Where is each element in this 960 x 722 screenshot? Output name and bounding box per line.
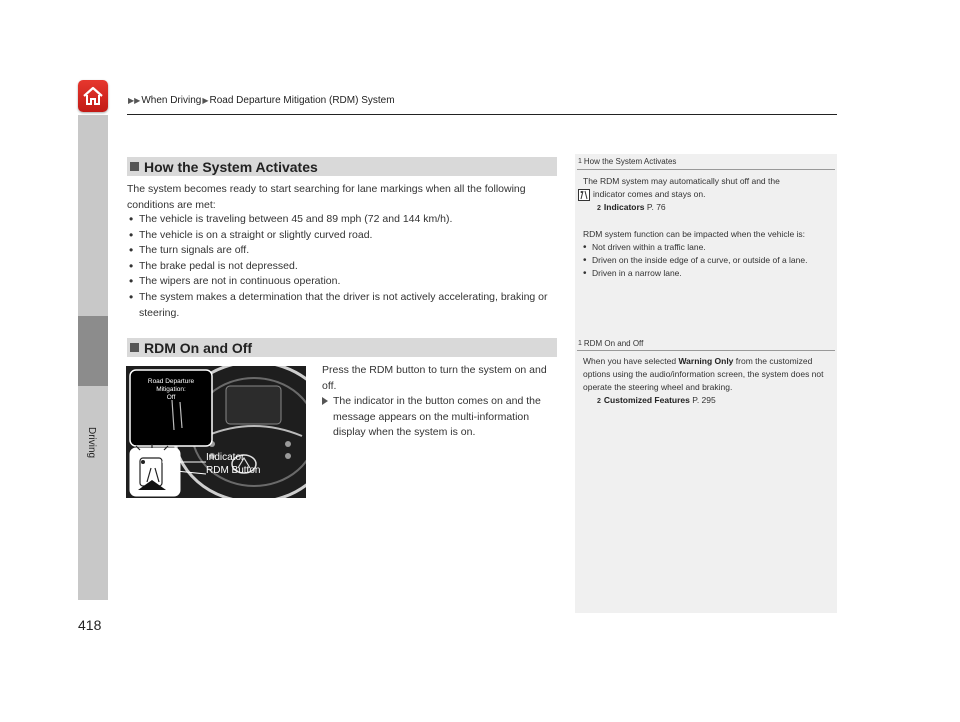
breadcrumb-arrow-icon: ▶ — [202, 96, 209, 105]
side-tab-active[interactable] — [78, 316, 108, 386]
note2-text-post: from the customized options using the audio/information screen, the system does not operate the steering wheel and braking. — [583, 356, 824, 392]
ref-label[interactable]: Indicators — [603, 202, 645, 212]
header-rule — [127, 114, 837, 115]
side-tab-label: Driving — [86, 427, 97, 459]
ref-page[interactable]: P. 76 — [646, 202, 666, 212]
list-item: • The vehicle is on a straight or slightly curved road. — [127, 228, 557, 244]
section-title: RDM On and Off — [144, 339, 253, 356]
ref-label[interactable]: Customized Features — [603, 395, 690, 405]
note2-ref[interactable] — [583, 394, 831, 408]
rdm-instructions — [322, 363, 557, 441]
note-rule — [577, 169, 835, 170]
conditions-list — [127, 212, 557, 321]
list-item: • The brake pedal is not depressed. — [127, 259, 557, 275]
triangle-bullet-icon — [322, 397, 328, 405]
list-item: • Driven on the inside edge of a curve, or outside of a lane. — [583, 254, 831, 267]
list-item: • The vehicle is traveling between 45 and 89 mph (72 and 144 km/h). — [127, 212, 557, 228]
side-tab-lower — [78, 352, 108, 600]
note-heading-how-system-activates — [578, 157, 676, 166]
rdm-instruction-sub-text: The indicator in the button comes on and the message appears on the multi-information display when the system is on. — [333, 395, 541, 439]
page-number: 418 — [78, 617, 102, 633]
list-item: • The system makes a determination that the driver is not actively accelerating, braking or steering. — [127, 290, 557, 321]
note1-ref[interactable] — [583, 201, 831, 215]
note-heading-rdm-on-off — [578, 339, 643, 348]
section-title: How the System Activates — [144, 158, 318, 175]
rdm-instruction-sub — [322, 394, 557, 441]
note-heading-text: RDM On and Off — [583, 339, 644, 348]
breadcrumb-item-rdm-system[interactable]: Road Departure Mitigation (RDM) System — [209, 95, 395, 106]
display-line: Off — [166, 394, 176, 401]
note1-line-a: The RDM system may automatically shut off and the — [583, 176, 780, 186]
breadcrumb-item-when-driving[interactable]: When Driving — [141, 95, 202, 106]
note-marker: 1 — [578, 340, 582, 347]
breadcrumb-arrow-icon: ▶▶ — [128, 96, 141, 105]
ref-page[interactable]: P. 295 — [692, 395, 716, 405]
section1-intro: The system becomes ready to start searching for lane markings when all the following conditions are met: — [127, 183, 526, 211]
list-item: • The turn signals are off. — [127, 243, 557, 259]
reference-icon: 2 — [597, 205, 601, 212]
note1-text-b: indicator comes and stays on. — [593, 189, 706, 199]
list-item: • Driven in a narrow lane. — [583, 267, 831, 280]
note2-text-bold: Warning Only — [678, 356, 734, 366]
breadcrumb — [127, 95, 395, 106]
note1-line-b — [583, 188, 831, 201]
section-square-icon — [130, 343, 139, 352]
note2-text — [583, 355, 831, 394]
list-item: • Not driven within a traffic lane. — [583, 241, 831, 254]
list-item: • The wipers are not in continuous operation. — [127, 274, 557, 290]
home-button[interactable] — [78, 80, 108, 112]
note1-bullets — [583, 241, 831, 280]
rdm-indicator-icon — [578, 189, 590, 201]
rdm-instruction-main: Press the RDM button to turn the system on and off. — [322, 364, 547, 392]
display-line: Road Departure — [147, 378, 195, 385]
display-text — [132, 378, 210, 402]
note-heading-text: How the System Activates — [583, 157, 677, 166]
note2-body — [583, 355, 831, 408]
display-line: Mitigation: — [156, 386, 186, 393]
note-rule — [577, 350, 835, 351]
home-icon — [82, 86, 104, 106]
note2-text-pre: When you have selected — [583, 356, 677, 366]
callout-rdm-button: RDM Button — [206, 465, 261, 476]
note1-text2: RDM system function can be impacted when the vehicle is: — [583, 229, 806, 239]
section-header-rdm-on-off — [127, 338, 557, 357]
rdm-illustration — [126, 366, 306, 498]
callout-indicator: Indicator — [206, 452, 245, 463]
section-square-icon — [130, 162, 139, 171]
note-marker: 1 — [578, 158, 582, 165]
section-header-how-system-activates — [127, 157, 557, 176]
note1-body — [583, 175, 831, 280]
reference-icon: 2 — [597, 398, 601, 405]
